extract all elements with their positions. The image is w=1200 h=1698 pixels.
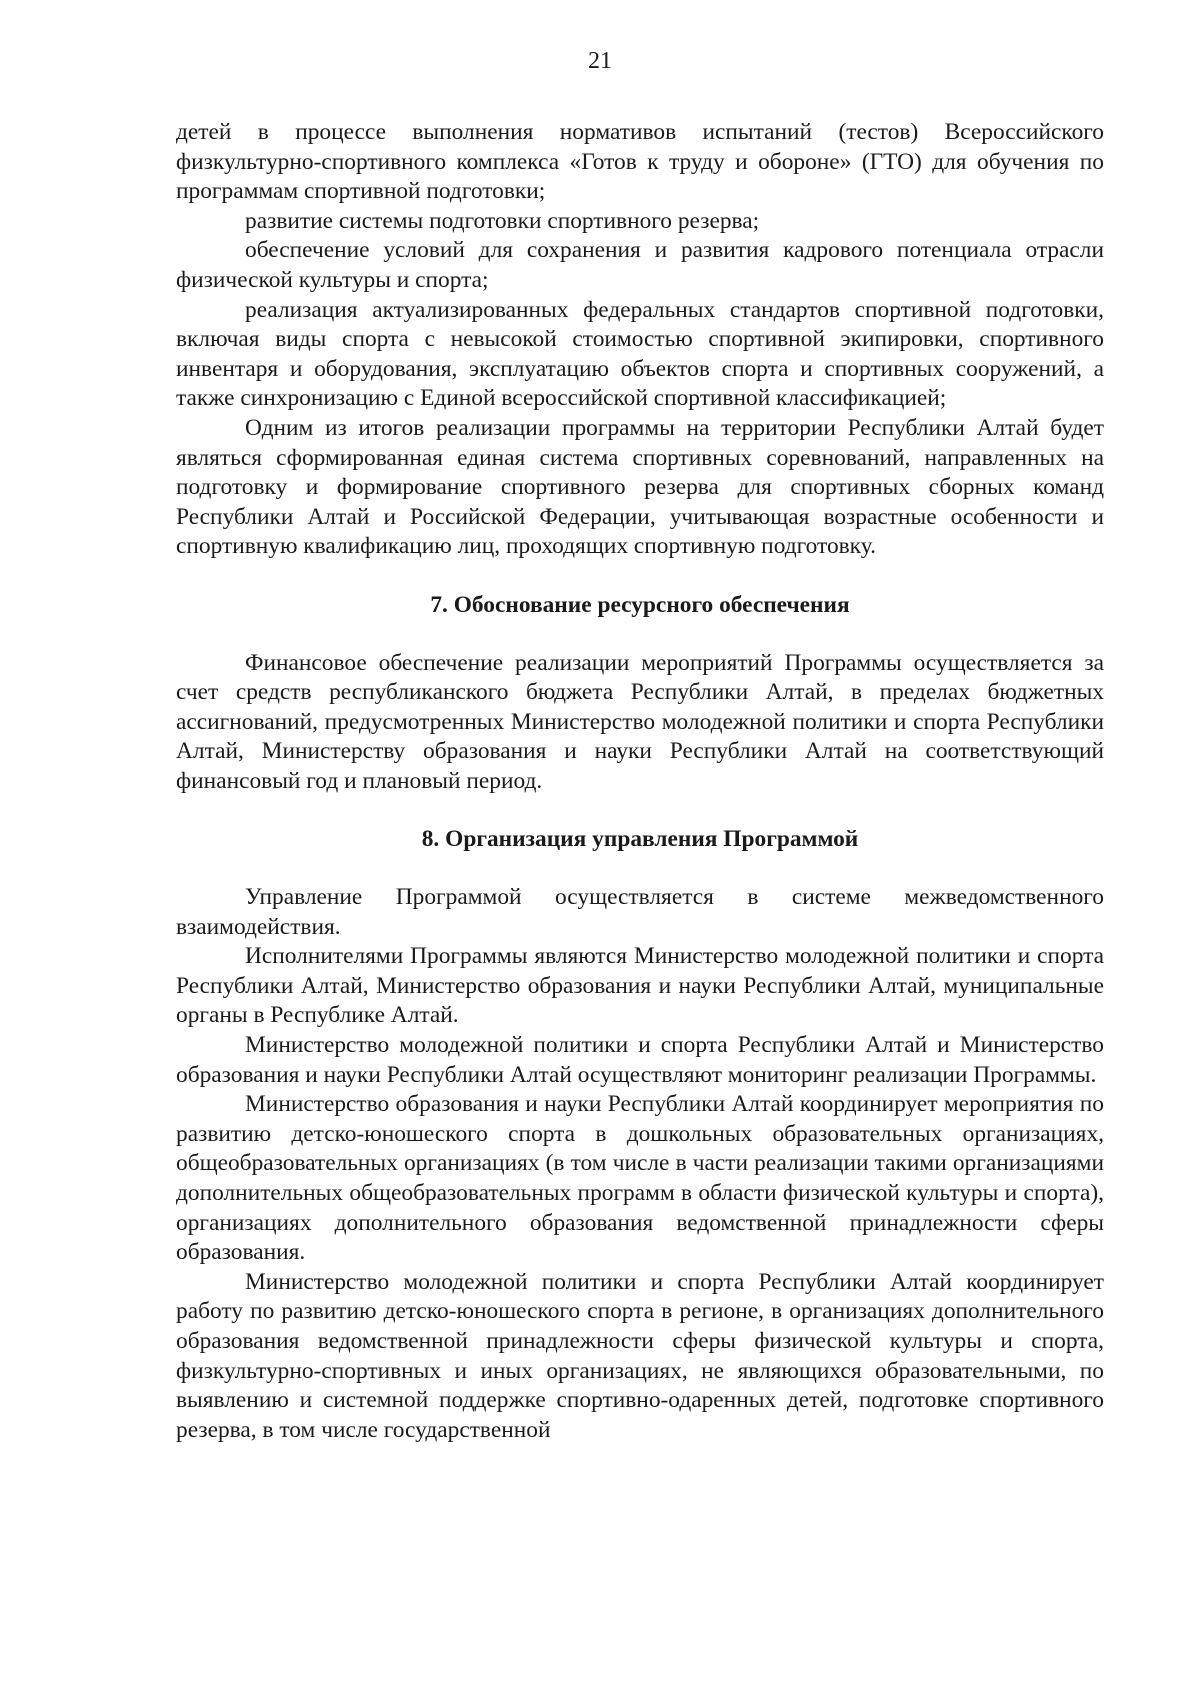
paragraph-executors: Исполнителями Программы являются Министерство молодежной политики и спорта Республики Алтай, Министерство образования и науки Республики Алтай, муниципальные органы в Республике Алтай.: [176, 943, 1104, 1029]
spacer: [176, 855, 1104, 883]
paragraph-education-ministry-role: Министерство образования и науки Республики Алтай координирует мероприятия по развитию детско-юношеского спорта в дошкольных образовательных организациях, общеобразовательных организациях (в том числе в части реализации такими организациями дополнительных общеобразовательных программ в области физической культуры и спорта), организациях дополнительного образования ведомственной принадлежности сферы образования.: [176, 1091, 1104, 1266]
paragraph-management: Управление Программой осуществляется в системе межведомственного взаимодействия.: [176, 884, 1104, 940]
paragraph-reserve-system: развитие системы подготовки спортивного резерва;: [245, 207, 760, 234]
paragraph-continuation: детей в процессе выполнения нормативов испытаний (тестов) Всероссийского физкультурно-спортивного комплекса «Готов к труду и обороне» (ГТО) для обучения по программам спортивной подготовки;: [176, 119, 1104, 205]
paragraph-monitoring: Министерство молодежной политики и спорта Республики Алтай и Министерство образования и науки Республики Алтай осуществляют мониторинг реализации Программы.: [176, 1032, 1104, 1088]
document-body: [176, 118, 1104, 1445]
spacer: [176, 796, 1104, 825]
paragraph-sport-ministry-role: Министерство молодежной политики и спорта Республики Алтай координирует работу по развитию детско-юношеского спорта в регионе, в организациях дополнительного образования ведомственной принадлежности сферы физической культуры и спорта, физкультурно-спортивных и иных организациях, не являющихся образовательными, по выявлению и системной поддержке спортивно-одаренных детей, подготовке спортивного резерва, в том числе государственной: [176, 1268, 1104, 1443]
section-8-heading: 8. Организация управления Программой: [421, 826, 859, 853]
section-7-heading: 7. Обоснование ресурсного обеспечения: [430, 591, 850, 618]
paragraph-program-results: Одним из итогов реализации программы на территории Республики Алтай будет являться сформированная единая система спортивных соревнований, направленных на подготовку и формирование спортивного резерва для спортивных сборных команд Республики Алтай и Российской Федерации, учитывающая возрастные особенности и спортивную квалификацию лиц, проходящих спортивную подготовку.: [176, 414, 1104, 560]
paragraph-staff-potential: обеспечение условий для сохранения и развития кадрового потенциала отрасли физической культуры и спорта;: [176, 237, 1104, 293]
paragraph-federal-standards: реализация актуализированных федеральных стандартов спортивной подготовки, включая виды спорта с невысокой стоимостью спортивной экипировки, спортивного инвентаря и оборудования, эксплуатацию объектов спорта и спортивных сооружений, а также синхронизацию с Единой всероссийской спортивной классификацией;: [176, 296, 1104, 412]
page-number: 21: [588, 48, 612, 74]
spacer: [176, 562, 1104, 591]
spacer: [176, 621, 1104, 649]
paragraph-financing: Финансовое обеспечение реализации мероприятий Программы осуществляется за счет средств республиканского бюджета Республики Алтай, в пределах бюджетных ассигнований, предусмотренных Министерство молодежной политики и спорта Республики Алтай, Министерству образования и науки Республики Алтай на соответствующий финансовый год и плановый период.: [176, 649, 1104, 794]
